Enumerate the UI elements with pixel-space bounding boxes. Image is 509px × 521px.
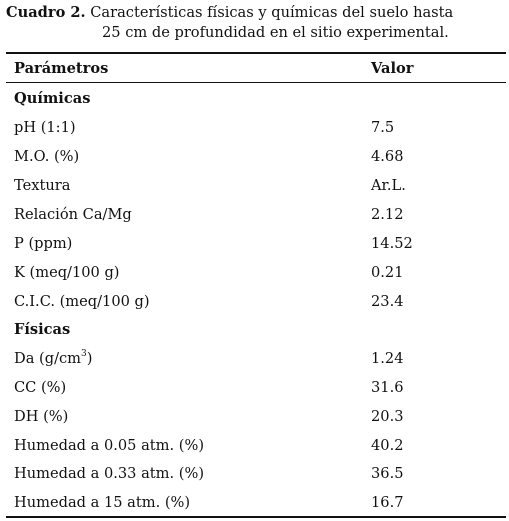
value-cell: 7.5: [371, 119, 395, 136]
table-row: [14, 113, 494, 142]
table-row: [14, 171, 494, 200]
table-row: [14, 459, 494, 488]
table-bottom-rule: [6, 516, 506, 518]
header-valor: Valor: [371, 60, 414, 77]
param-cell: CC (%): [14, 379, 67, 396]
table-row: [14, 258, 494, 287]
param-text-after: ): [86, 350, 93, 367]
table-row: [14, 373, 494, 402]
param-cell: Textura: [14, 177, 71, 194]
param-cell: Humedad a 15 atm. (%): [14, 494, 191, 511]
value-cell: 0.21: [371, 264, 404, 281]
value-cell: 16.7: [371, 494, 404, 511]
table-row: [14, 402, 494, 431]
section-title: Físicas: [14, 321, 71, 338]
param-superscript: 3: [81, 349, 87, 360]
param-cell: K (meq/100 g): [14, 264, 120, 281]
param-cell: pH (1:1): [14, 119, 76, 136]
param-cell: C.I.C. (meq/100 g): [14, 293, 150, 310]
section-title: Químicas: [14, 90, 91, 107]
table-row: [14, 200, 494, 229]
caption-label: Cuadro 2.: [6, 4, 86, 21]
value-cell: 1.24: [371, 350, 404, 367]
value-cell: 31.6: [371, 379, 404, 396]
value-cell: 14.52: [371, 235, 413, 252]
value-cell: Ar.L.: [371, 177, 406, 194]
param-text: Da (g/cm: [14, 350, 82, 367]
value-cell: 20.3: [371, 408, 404, 425]
value-cell: 23.4: [371, 293, 404, 310]
param-cell: P (ppm): [14, 235, 73, 252]
param-cell: [14, 344, 92, 373]
table-row: [14, 488, 494, 517]
table-row: [14, 229, 494, 258]
param-cell: Humedad a 0.33 atm. (%): [14, 465, 205, 482]
caption-text-line2: 25 cm de profundidad en el sitio experimental.: [102, 24, 449, 41]
value-cell: 40.2: [371, 437, 404, 454]
table-row: [14, 431, 494, 460]
table-row: [14, 344, 494, 373]
param-cell: Relación Ca/Mg: [14, 206, 132, 223]
table-row: [14, 142, 494, 171]
caption-text-line1: Características físicas y químicas del suelo hasta: [85, 4, 454, 21]
table-header-rule: [6, 82, 506, 83]
table-row: [14, 287, 494, 316]
param-cell: M.O. (%): [14, 148, 80, 165]
param-cell: DH (%): [14, 408, 69, 425]
table-header-row: [14, 54, 494, 83]
header-parametros: Parámetros: [14, 60, 109, 77]
value-cell: 2.12: [371, 206, 404, 223]
value-cell: 4.68: [371, 148, 404, 165]
value-cell: 36.5: [371, 465, 404, 482]
table-caption: [6, 3, 504, 43]
section-row-quimicas: [14, 84, 494, 113]
param-cell: Humedad a 0.05 atm. (%): [14, 437, 205, 454]
section-row-fisicas: [14, 315, 494, 344]
